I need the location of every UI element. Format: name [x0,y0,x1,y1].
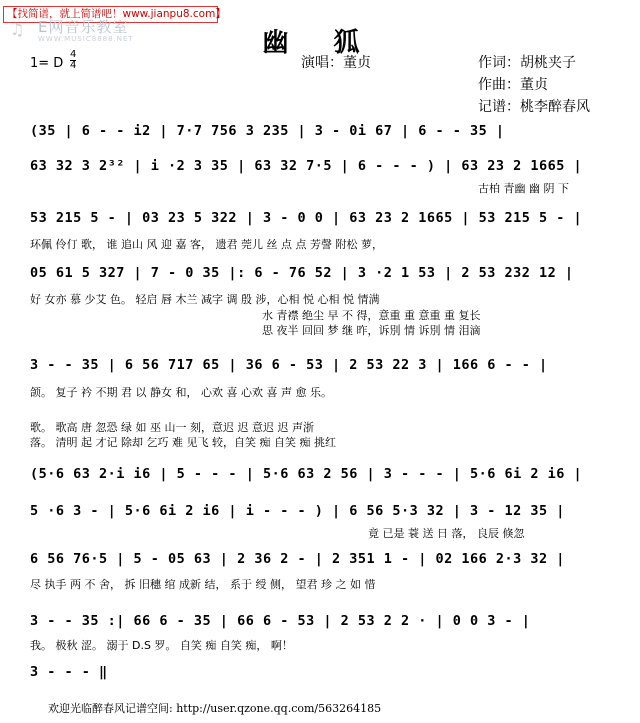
lyric-line: 好 女亦 慕 少艾 色。 轻启 唇 木兰 减字 调 殷 涉，心相 悦 心相 悦 情满 [30,293,380,306]
notation-line: 5 ·6 3 - | 5·6 6i 2 i6 | i - - - ) | 6 56 5·3 32 | 3 - 12 35 | [30,503,565,519]
notation-line: (35 | 6 - - i2 | 7·7 756 3 235 | 3 - 0i 67 | 6 - - 35 | [30,123,505,139]
lyric-line: 环佩 伶仃 歌， 谁 追山 风 迎 嘉 客， 遗君 莞儿 丝 点 点 芳謦 附松 萝， [30,238,383,251]
lyric-line: 我。 极秋 涩。 溺于 D.S 罗。 自笑 痴 自笑 痴， 啊！ [30,639,293,652]
notation-line: 3 - - 35 :| 66 6 - 35 | 66 6 - 53 | 2 53 2 2 · | 0 0 3 - | [30,613,531,629]
footer-credit: 欢迎光临醉春风记谱空间: http://user.qzone.qq.com/563264185 [48,702,382,715]
watermark: E网音乐教室 [38,18,129,36]
notation-line: 05 61 5 327 | 7 - 0 35 |: 6 - 76 52 | 3 ·2 1 53 | 2 53 232 12 | [30,265,574,281]
lyric-line: 颌。 复子 衿 不期 君 以 静女 和， 心欢 喜 心欢 喜 声 愈 乐。 [30,386,332,399]
notation-line: 63 32 3 2³² | i ·2 3 35 | 63 32 7·5 | 6 - - - ) | 63 23 2 1665 | [30,158,583,174]
composer: 作曲：董贞 [478,77,548,93]
site-banner[interactable]: 【找简谱，就上简谱吧！www.jianpu8.com】 [3,6,218,23]
site-logo-icon: ♫ [10,20,25,39]
song-title: 幽 狐 [262,28,378,58]
lyric-line-verse3: 思 夜半 回回 梦 继 昨，诉別 情 诉別 情 泪滴 [262,324,481,337]
notation-line: 6 56 76·5 | 5 - 05 63 | 2 36 2 - | 2 351 1 - | 02 166 2·3 32 | [30,551,565,567]
transcriber: 记谱：桃李醉春风 [478,99,590,115]
notation-line: 53 215 5 - | 03 23 5 322 | 3 - 0 0 | 63 23 2 1665 | 53 215 5 - | [30,210,583,226]
watermark-url: WWW.MUSIC8888.NET [38,35,134,43]
notation-line: 3 - - - ‖ [30,664,108,680]
time-top: 4 [70,49,77,60]
lyricist: 作词：胡桃夹子 [478,55,576,71]
notation-line: (5·6 63 2·i i6 | 5 - - - | 5·6 63 2 56 | 3 - - - | 5·6 6i 2 i6 | [30,466,583,482]
lyric-line-verse2: 水 青襟 绝尘 早 不 得，意重 重 意重 重 复长 [262,309,481,322]
key-signature: 1= D [30,56,64,71]
lyric-line: 古柏 青幽 幽 阴 下 [478,182,569,195]
time-signature [70,50,76,71]
lyric-line: 尽 执手 两 不 舍， 拆 旧穗 绾 成新 结， 系于 绶 侧， 望君 珍 之 如 惜 [30,578,376,591]
lyric-line-verse3: 落。 清明 起 才记 除却 乞巧 难 见飞 较，自笑 痴 自笑 痴 挑红 [30,436,336,449]
lyric-line: 竟 已是 蓑 送 日 落， 良辰 倏忽 [368,527,525,540]
time-bottom: 4 [70,60,77,71]
singer: 演唱：董贞 [301,55,371,71]
lyric-line-verse2: 歌。 歌高 唐 忽恐 绿 如 巫 山一 刻，意迟 迟 意迟 迟 声浙 [30,421,314,434]
notation-line: 3 - - 35 | 6 56 717 65 | 36 6 - 53 | 2 53 22 3 | 166 6 - - | [30,357,548,373]
